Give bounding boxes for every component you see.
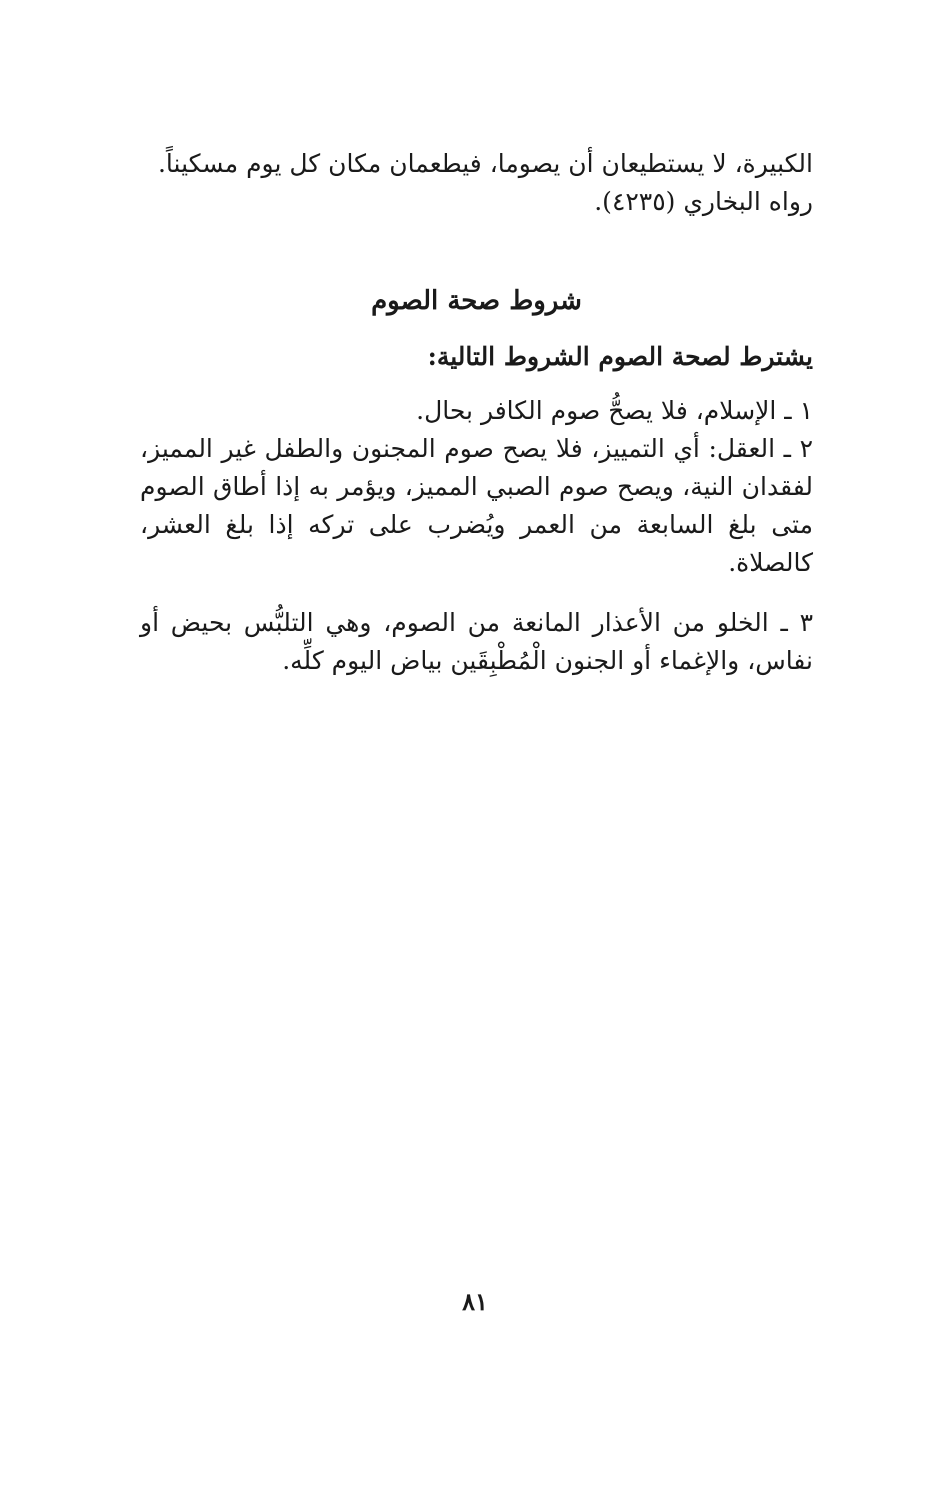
intro-line-1: الكبيرة، لا يستطيعان أن يصوما، فيطعمان مكان كل يوم مسكيناً. <box>157 149 813 178</box>
condition-item-3: ٣ ـ الخلو من الأعذار المانعة من الصوم، وهي التلبُّس بحيض أو نفاس، والإغماء أو الجنون الْمُطْبِقَين بياض اليوم كلِّه. <box>140 608 813 675</box>
condition-item-2: ٢ ـ العقل: أي التمييز، فلا يصح صوم المجنون والطفل غير المميز، لفقدان النية، ويصح صوم الصبي المميز، ويؤمر به إذا أطاق الصوم متى بلغ السابعة من العمر ويُضرب على تركه إذا بلغ العشر، كالصلاة. <box>140 434 813 577</box>
page-number: ٨١ <box>462 1287 488 1316</box>
intro-line-2: رواه البخاري (٤٢٣٥). <box>594 187 813 216</box>
section-heading: شروط صحة الصوم <box>371 286 582 316</box>
conditions-intro: يشترط لصحة الصوم الشروط التالية: <box>427 342 813 371</box>
conditions-list <box>140 392 813 680</box>
intro-paragraph <box>140 145 813 221</box>
condition-item-1: ١ ـ الإسلام، فلا يصحُّ صوم الكافر بحال. <box>416 396 813 425</box>
